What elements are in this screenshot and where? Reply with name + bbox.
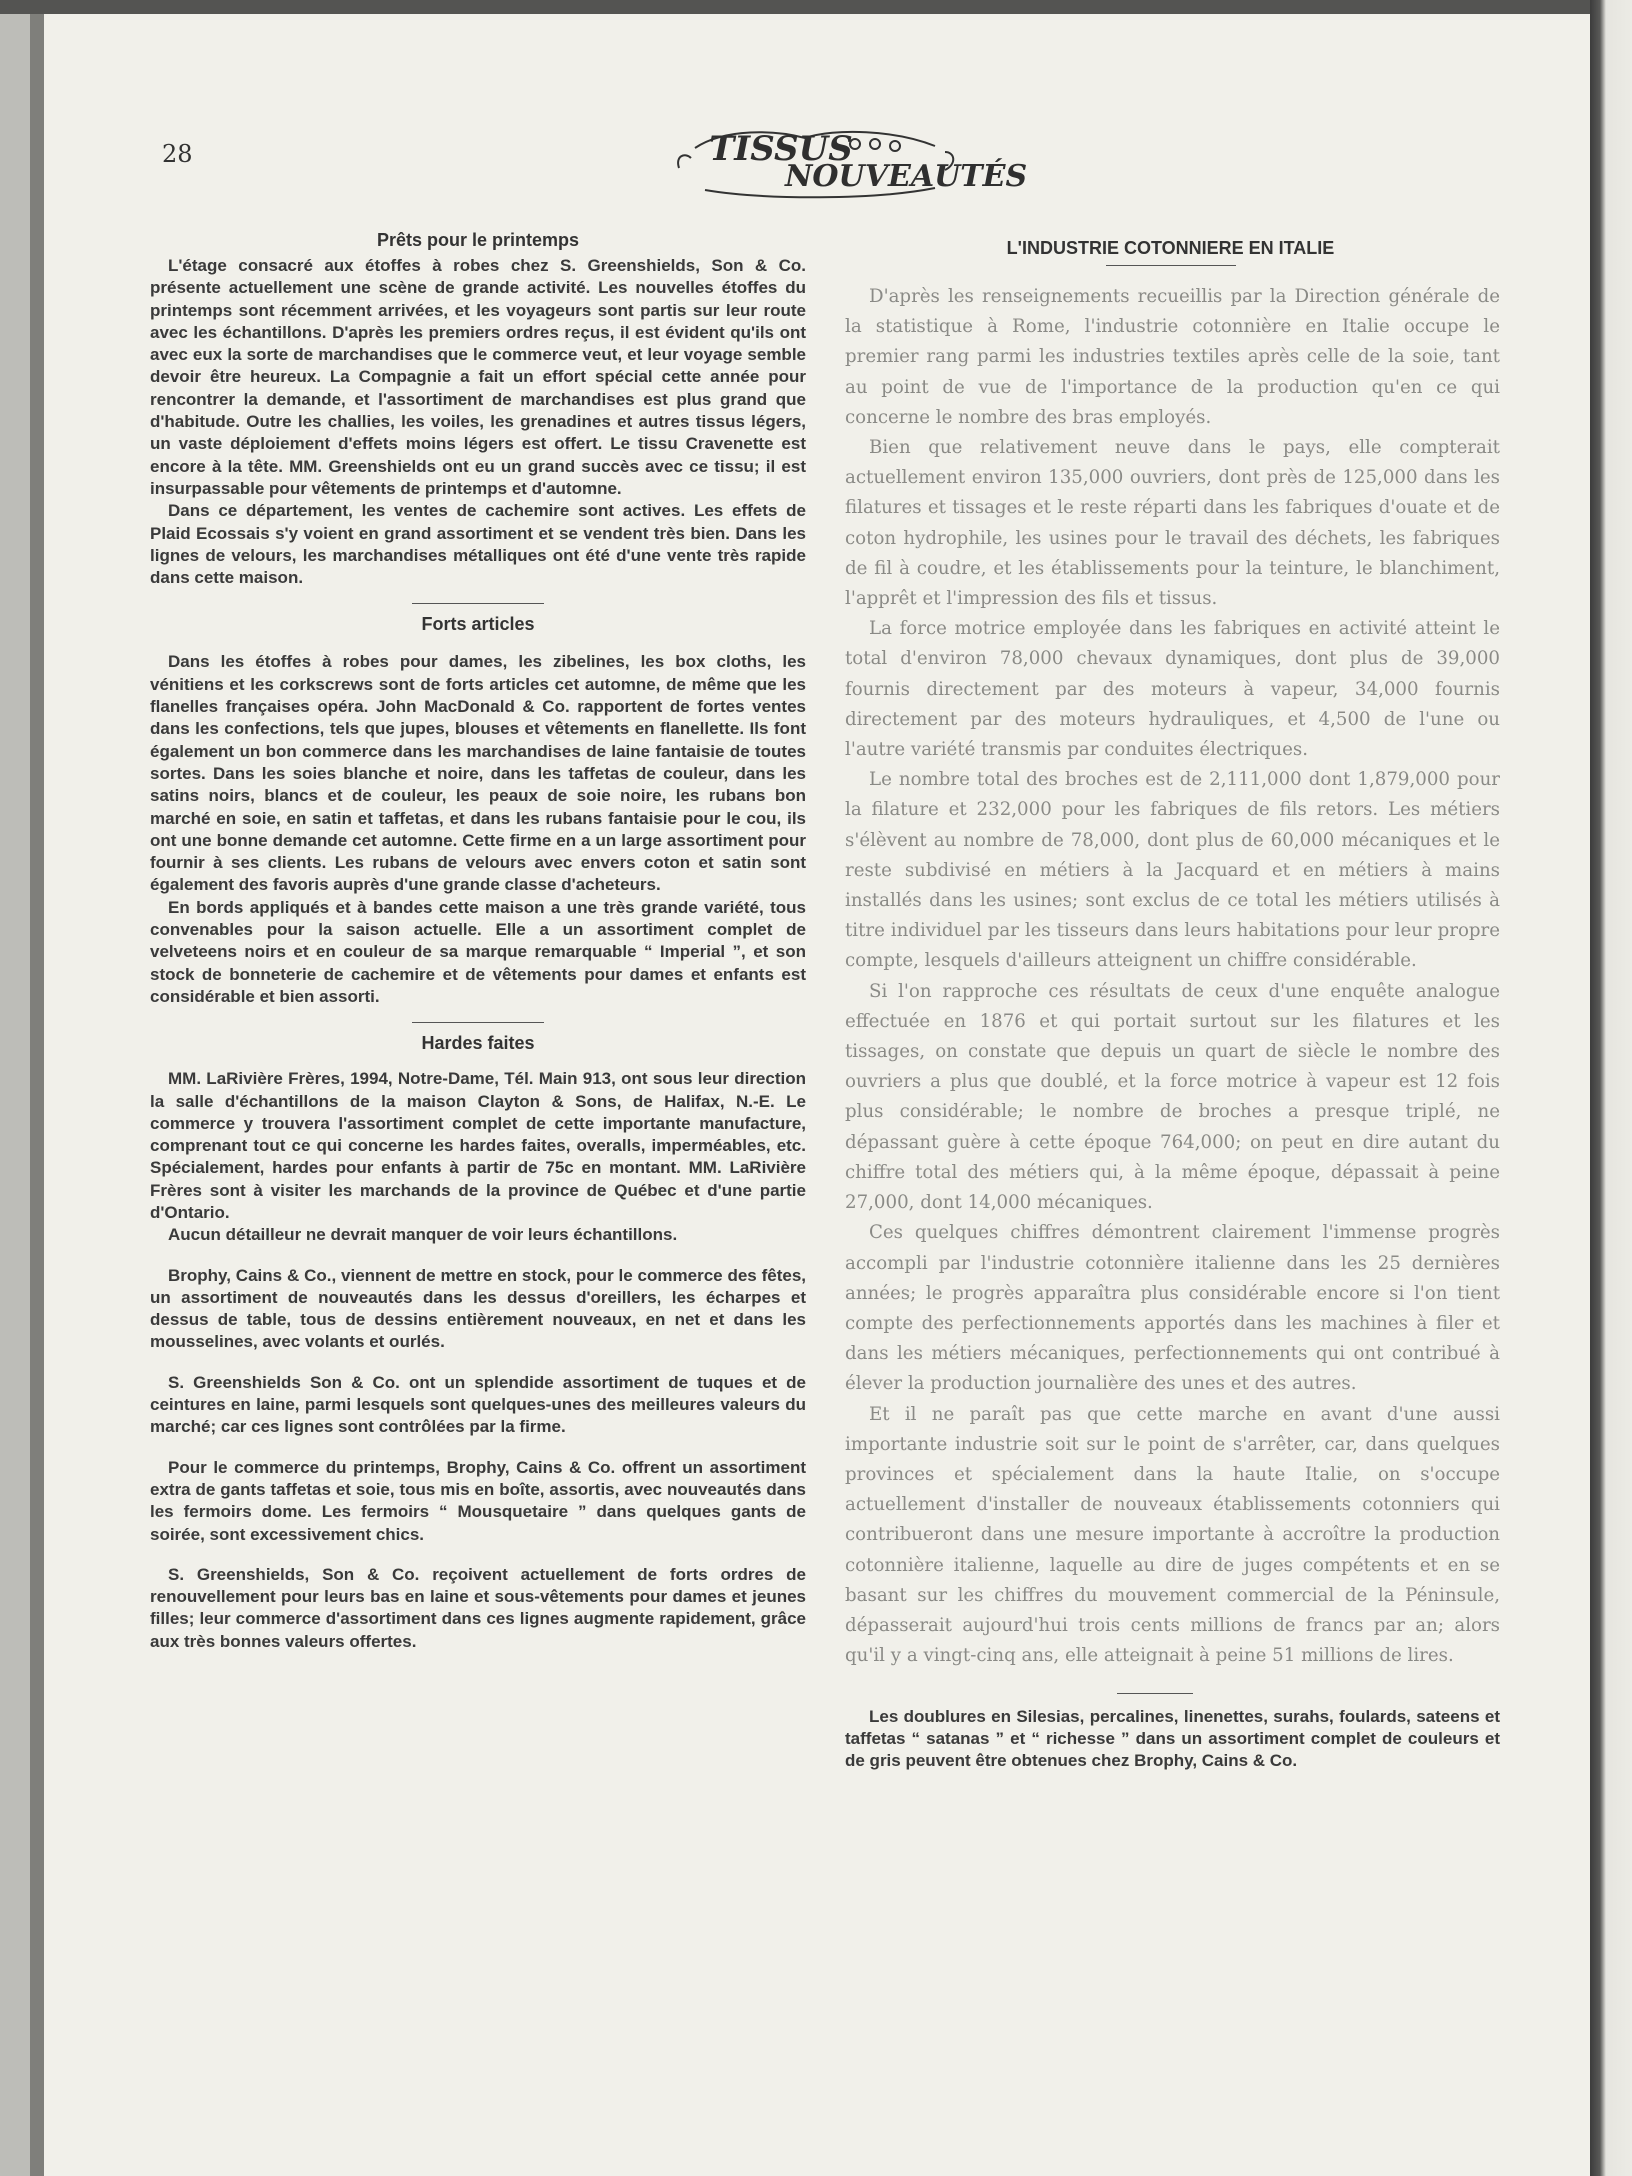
section-divider xyxy=(412,603,544,604)
right-column xyxy=(805,230,1500,1772)
left-column xyxy=(150,230,806,1653)
section-title-forts: Forts articles xyxy=(421,614,535,635)
paragraph: Si l'on rapproche ces résultats de ceux d'une enquête analogue effectuée en 1876 et qui portait surtout sur les filatures et les tissages, on constate que depuis un quart de siècle le nombre des ouvriers a plus que doublé, et la force motrice à vapeur est 12 fois plus considérable; le nombre de broches a presque triplé, ne dépassant guère à cette époque 764,000; on peut en dire autant du chiffre total des métiers qui, à la même époque, dépassait à peine 27,000, dont 14,000 mécaniques. xyxy=(845,980,1500,1214)
paragraph: Aucun détailleur ne devrait manquer de voir leurs échantillons. xyxy=(168,1225,678,1245)
page-number: 28 xyxy=(162,140,193,168)
section-title-hardes: Hardes faites xyxy=(421,1033,535,1054)
paragraph: Dans les étoffes à robes pour dames, les zibelines, les box cloths, les vénitiens et les corkscrews sont de forts articles cet automne, de même que les flanelles françaises opéra. John MacDonald & Co. rapportent de fortes ventes dans les confections, tels que jupes, blouses et vêtements en flanellette. Ils font également un bon commerce dans les marchandises de laine fantaisie de toutes sortes. Dans les soies blanche et noire, dans les taffetas de couleur, dans les satins noirs, blancs et de couleur, les peaux de soie noire, les rubans bon marché en soie, en satin et taffetas, et dans les rubans fantaisie pour le cou, ils ont une bonne demande cet automne. Cette firme en a un large assortiment pour fournir à ses clients. Les rubans de velours avec envers coton et satin sont également des favoris auprès d'une grande classe d'acheteurs. xyxy=(150,652,806,895)
footnote-divider xyxy=(1117,1693,1193,1694)
paragraph: D'après les renseignements recueillis par la Direction générale de la statistique à Rome, l'industrie cotonnière en Italie occupe le premier rang parmi les industries textiles après celle de la soie, tant au point de vue de l'importance de la production qu'en ce qui concerne le nombre des bras employés. xyxy=(845,286,1500,428)
paragraph: La force motrice employée dans les fabriques en activité atteint le total d'environ 78,000 chevaux dynamiques, dont plus de 39,000 fournis directement par des moteurs à vapeur, 34,000 fournis directement par des moteurs hydrauliques, et 4,500 de l'une ou l'autre variété transmis par conduites électriques. xyxy=(845,618,1500,761)
section-title-prets: Prêts pour le printemps xyxy=(376,230,580,250)
svg-text:NOUVEAUTÉS: NOUVEAUTÉS xyxy=(785,159,1028,194)
svg-text:TISSUS: TISSUS xyxy=(709,129,853,169)
paragraph: Pour le commerce du printemps, Brophy, Cains & Co. offrent un assortiment extra de gants taffetas et soie, tous mis en boîte, assortis, avec nouveautés dans les fermoirs dome. Les fermoirs “ Mousquetaire ” dans quelques gants de soirée, sont excessivement chics. xyxy=(150,1457,806,1544)
paragraph: MM. LaRivière Frères, 1994, Notre-Dame, Tél. Main 913, ont sous leur direction la salle d'échantillons de la maison Clayton & Sons, de Halifax, N.-E. Le commerce y trouvera l'assortiment complet de cette importante manufacture, comprenant tout ce qui concerne les hardes faites, overalls, imperméables, etc. Spécialement, hardes pour enfants à partir de 75c en montant. MM. LaRivière Frères sont à visiter les marchands de la province de Québec et d'une partie d'Ontario. xyxy=(150,1069,806,1222)
paragraph: Ces quelques chiffres démontrent clairement l'immense progrès accompli par l'industrie cotonnière italienne dans les 25 dernières années; le progrès apparaîtra plus considérable encore si l'on tient compte des perfectionnements apportés dans les machines à filer et dans les métiers mécaniques, perfectionnements qui ont contribué à élever la production journalière des unes et des autres. xyxy=(845,1222,1500,1395)
scan-top-edge xyxy=(0,0,1632,14)
footnote-paragraph: Les doublures en Silesias, percalines, linenettes, surahs, foulards, sateens et taffetas “ satanas ” et “ richesse ” dans un assortiment complet de couleurs et de gris peuvent être obtenues chez Brophy, Cains & Co. xyxy=(845,1707,1500,1771)
section-divider xyxy=(412,1022,544,1023)
paragraph: S. Greenshields Son & Co. ont un splendide assortiment de tuques et de ceintures en laine, parmi lesquels sont quelques-unes des meilleures valeurs du marché; car ces lignes sont contrôlées par la firme. xyxy=(150,1372,806,1437)
paragraph: S. Greenshields, Son & Co. reçoivent actuellement de forts ordres de renouvellement pour leurs bas en laine et sous-vêtements pour dames et jeunes filles; leur commerce d'assortiment dans ces lignes augmente rapidement, grâce aux très bonnes valeurs offertes. xyxy=(150,1564,806,1651)
paragraph: Et il ne paraît pas que cette marche en avant d'une aussi importante industrie soit sur le point de s'arrêter, car, dans quelques provinces et spécialement dans la haute Italie, on s'occupe actuellement d'installer de nouveaux établissements cotonniers qui contribueront dans une mesure importante à accroître la production cotonnière italienne, laquelle au dire de juges compétents et en se basant sur les chiffres du mouvement commercial de la Péninsule, dépasserait aujourd'hui trois cents millions de francs par an; alors qu'il y a vingt-cinq ans, elle atteignait à peine 51 millions de lires. xyxy=(845,1403,1500,1667)
article-title: L'INDUSTRIE COTONNIERE EN ITALIE xyxy=(1006,238,1335,258)
paragraph: Bien que relativement neuve dans le pays, elle compterait actuellement environ 135,000 ouvriers, dont près de 125,000 dans les filatures et tissages et le reste réparti dans les fabriques d'ouate et de coton hydrophile, les usines pour le travail des déchets, les fabriques de fil à coudre, et les établissements pour la teinture, le blanchiment, l'apprêt et l'impression des fils et tissus. xyxy=(845,437,1500,610)
paragraph: Brophy, Cains & Co., viennent de mettre en stock, pour le commerce des fêtes, un assortiment de nouveautés dans les dessus d'oreillers, les écharpes et dessus de table, tous de dessins entièrement nouveaux, en net et dans les mousselines, avec volants et ourlés. xyxy=(150,1265,806,1352)
scan-right-edge xyxy=(1590,0,1632,2176)
paragraph: L'étage consacré aux étoffes à robes chez S. Greenshields, Son & Co. présente actuellement une scène de grande activité. Les nouvelles étoffes du printemps sont récemment arrivées, et les voyageurs sont partis sur leur route avec les échantillons. D'après les premiers ordres reçus, il est évident qu'ils ont avec eux la sorte de marchandises que le commerce veut, et leur voyage semble devoir être heureux. La Compagnie a fait un effort spécial cette année pour rencontrer la demande, et l'assortiment de marchandises est plus grand que d'habitude. Outre les challies, les voiles, les grenadines et autres tissus légers, un vaste déploiement d'effets moins légers est offert. Le tissu Cravenette est encore à la tête. MM. Greenshields ont eu un grand succès avec ce tissu; il est insurpassable pour vêtements de printemps et d'automne. xyxy=(150,256,806,498)
title-underline xyxy=(1106,265,1236,266)
paragraph: En bords appliqués et à bandes cette maison a une très grande variété, tous convenables pour la saison actuelle. Elle a un assortiment complet de velveteens noirs et en couleur de sa marque remarquable “ Imperial ”, et son stock de bonneterie de cachemire et de vêtements pour dames et enfants est considérable et bien assorti. xyxy=(150,897,806,1006)
paragraph: Dans ce département, les ventes de cachemire sont actives. Les effets de Plaid Ecossais s'y voient en grand assortiment et se vendent très bien. Dans les lignes de velours, les marchandises métalliques ont été d'une vente très rapide dans cette maison. xyxy=(150,501,806,588)
paragraph: Le nombre total des broches est de 2,111,000 dont 1,879,000 pour la filature et 232,000 pour les fabriques de fils retors. Les métiers s'élèvent au nombre de 78,000, dont plus de 60,000 mécaniques et le reste subdivisé en métiers à la Jacquard et en métiers à mains installés dans les usines; sont exclus de ce total les métiers utilisés à titre individuel par les tisseurs dans leurs habitations pour leur propre compte, lesquels d'ailleurs atteignent un chiffre considérable. xyxy=(845,769,1500,972)
tissus-nouveautes-logo xyxy=(665,108,1028,208)
